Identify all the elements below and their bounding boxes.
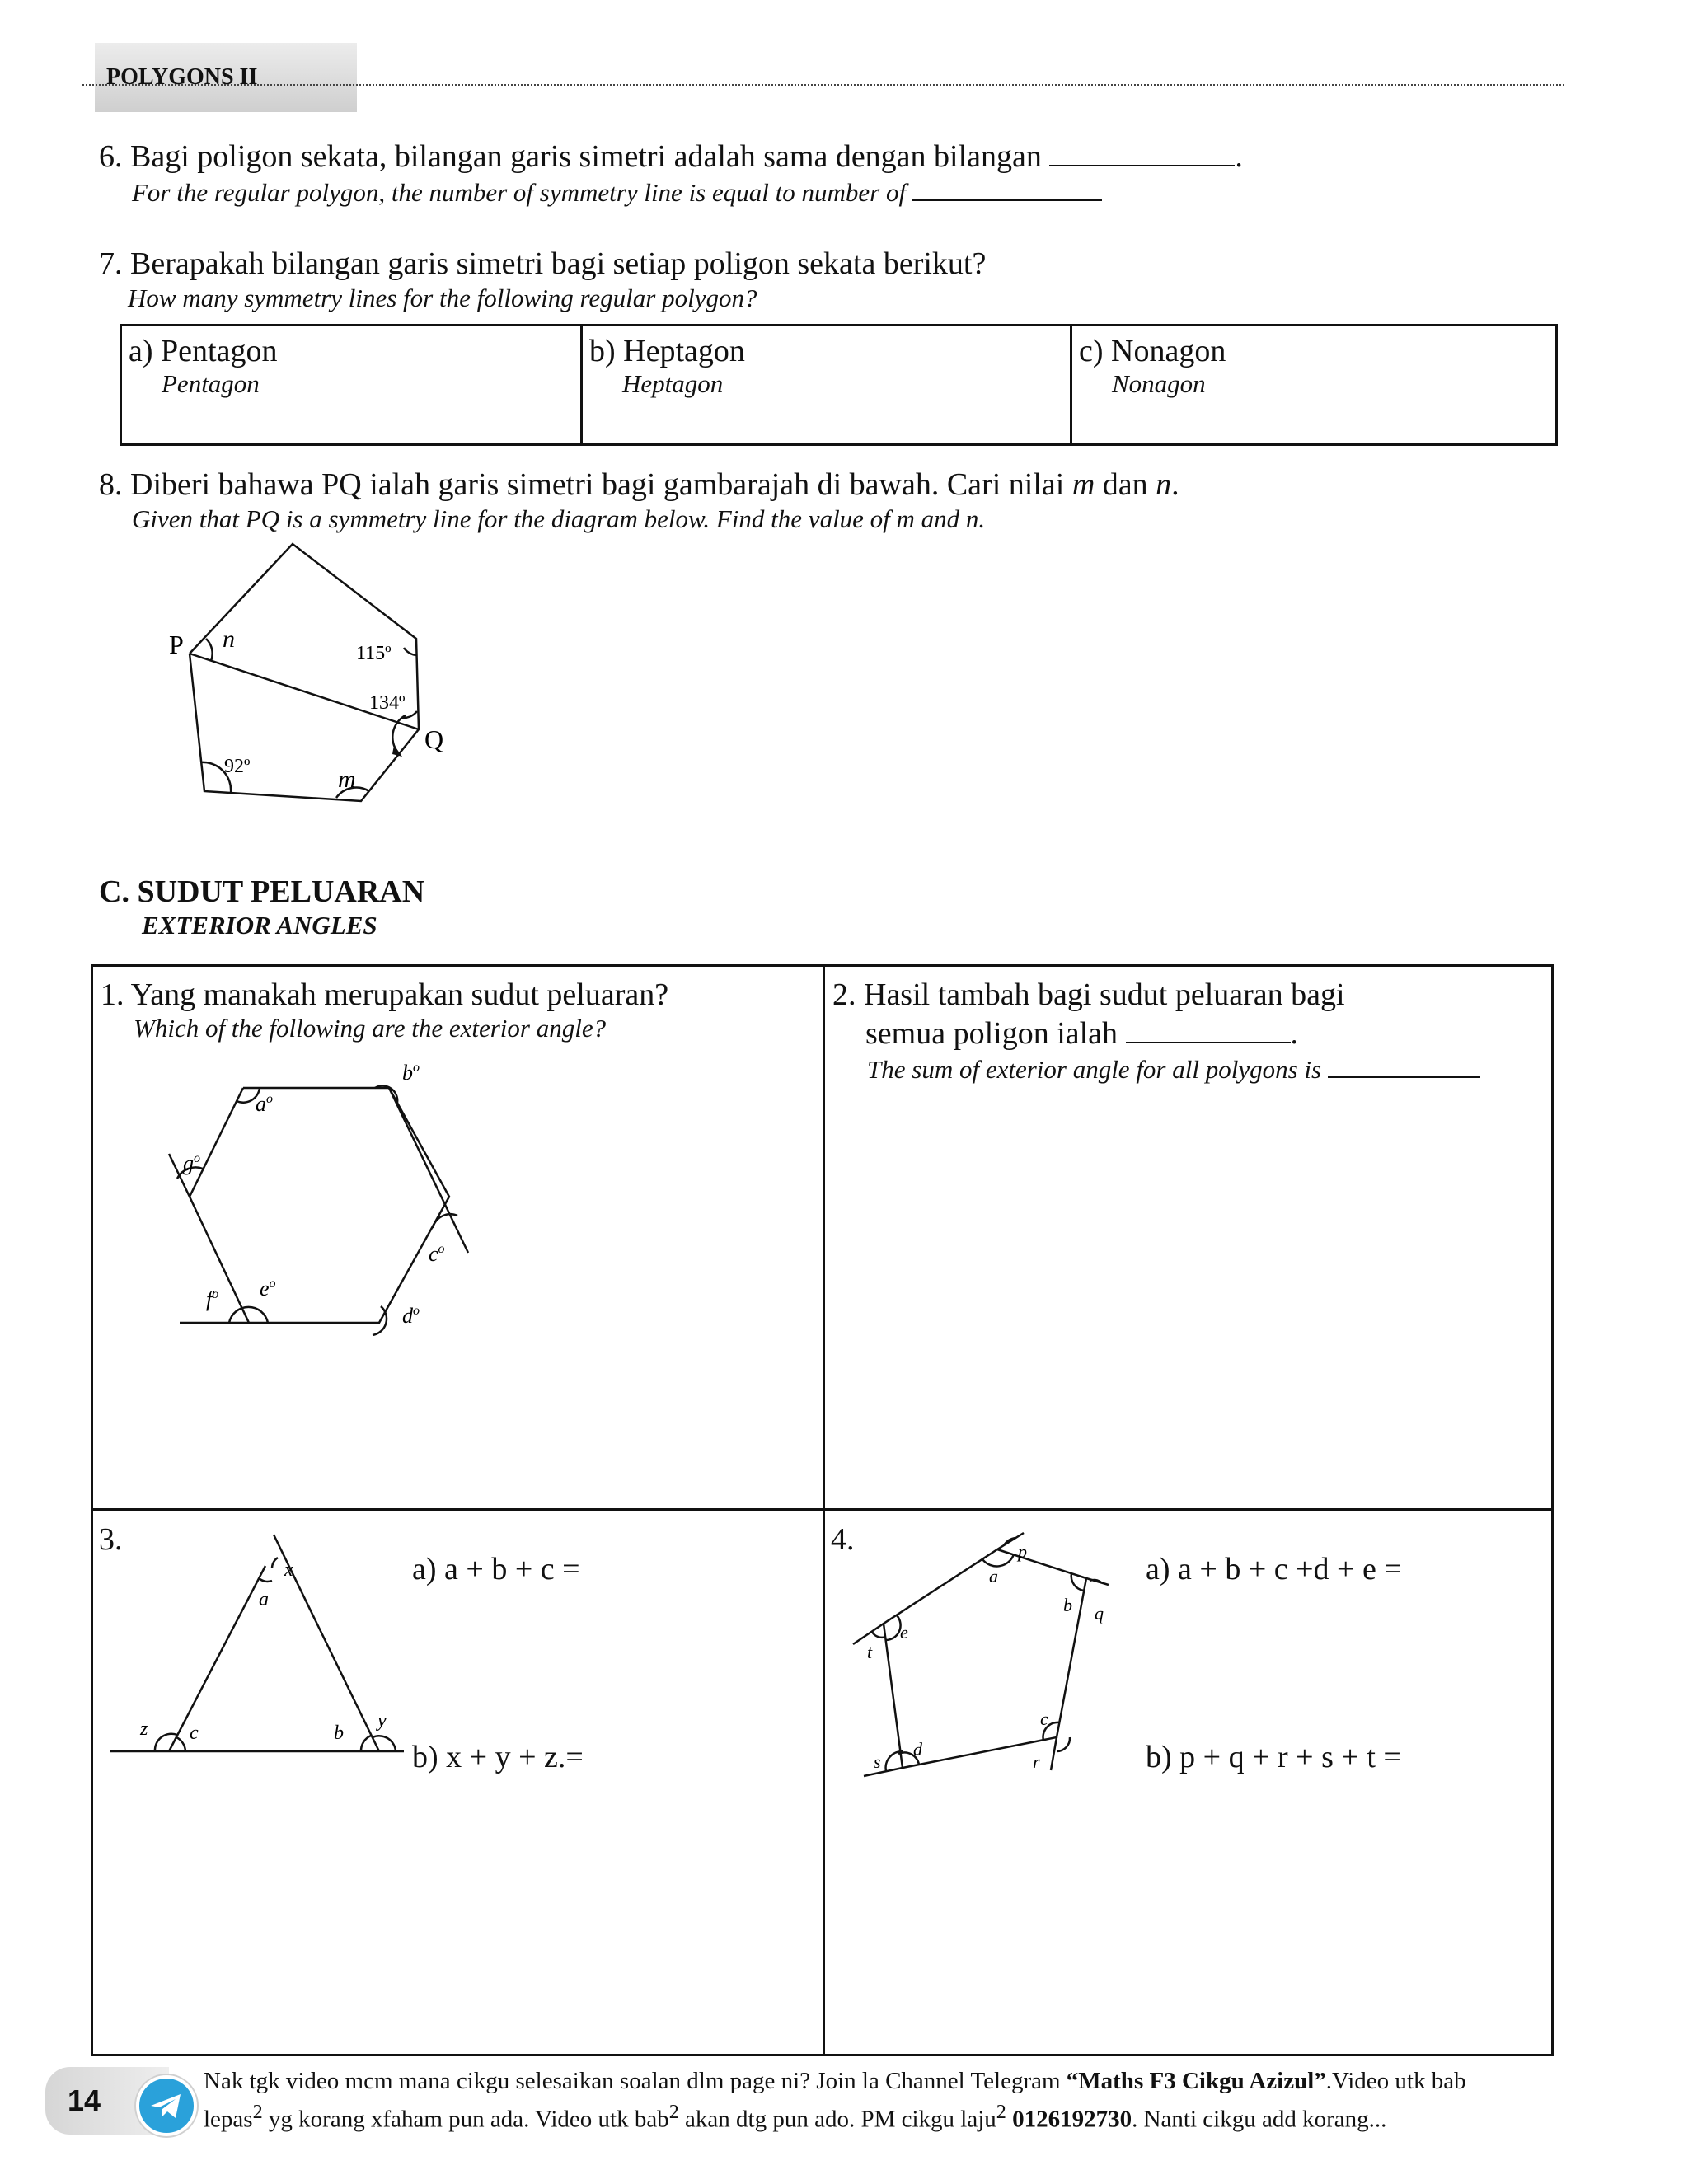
- label-y: y: [377, 1710, 387, 1732]
- q7-cell-sublabel: Nonagon: [1112, 369, 1206, 398]
- angle-arc-115: [404, 648, 417, 655]
- q6-answer-blank[interactable]: [1049, 142, 1235, 166]
- footer-line2: yg korang xfaham pun ada. Video utk bab: [262, 2106, 669, 2133]
- q6-sub-blank: [912, 176, 1102, 201]
- label-r: r: [1033, 1751, 1040, 1772]
- arc-pent-e: [885, 1615, 901, 1640]
- label-p: p: [1018, 1541, 1027, 1562]
- hexagon-outline: [190, 1088, 449, 1323]
- label-115: 115º: [356, 643, 392, 664]
- label-b: $b^o$: [402, 1063, 420, 1085]
- c3-number: 3.: [99, 1522, 123, 1557]
- footer-sup: 2: [252, 2101, 263, 2123]
- q7-cell-heptagon[interactable]: [582, 326, 1071, 445]
- label-t: t: [867, 1642, 873, 1662]
- arc-tri-a: [259, 1578, 272, 1582]
- pentagon-outline: [884, 1549, 1086, 1768]
- footer-line1-end: .Video utk bab: [1325, 2068, 1466, 2094]
- arc-tri-b: [361, 1736, 371, 1751]
- c3-formula-b: b) x + y + z.=: [412, 1740, 584, 1774]
- footer-line1: Nak tgk video mcm mana cikgu selesaikan soalan dlm page ni? Join la Channel Telegram: [204, 2068, 1067, 2094]
- c2-sub-blank: [1328, 1053, 1480, 1078]
- label-n: n: [223, 626, 235, 653]
- q6-translation: [132, 176, 1102, 208]
- label-a: a: [989, 1566, 998, 1586]
- q8-text: [99, 466, 1179, 503]
- label-c: c: [1040, 1708, 1048, 1729]
- footer-sup: 2: [996, 2101, 1006, 2123]
- label-b: b: [334, 1722, 344, 1744]
- page-number: 14: [68, 2083, 101, 2117]
- label-p: P: [169, 630, 184, 659]
- chapter-tab: [95, 43, 357, 112]
- q7-cell-label: a) Pentagon: [129, 334, 278, 368]
- section-c-title: C. SUDUT PELUARAN: [99, 874, 425, 909]
- label-92: 92º: [224, 756, 251, 777]
- q6-text: [99, 138, 1243, 175]
- q7-cell-sublabel: Heptagon: [622, 369, 724, 398]
- c1-question: 1. Yang manakah merupakan sudut peluaran?: [101, 977, 669, 1012]
- telegram-icon[interactable]: [136, 2075, 197, 2136]
- c2-period: .: [1290, 1016, 1299, 1051]
- label-f: $f^o$: [206, 1287, 219, 1311]
- section-c-subtitle: EXTERIOR ANGLES: [142, 911, 377, 940]
- q8-polygon-diagram: [157, 536, 486, 816]
- telegram-channel-name[interactable]: “Maths F3 Cikgu Azizul”: [1066, 2068, 1326, 2094]
- q7-translation: How many symmetry lines for the following regular polygon?: [128, 284, 757, 312]
- q8-var-m: m: [1071, 467, 1095, 502]
- label-a: a: [259, 1589, 269, 1610]
- q7-text: 7. Berapakah bilangan garis simetri bagi setiap poligon sekata berikut?: [99, 246, 987, 281]
- grid-horizontal-divider: [91, 1508, 1554, 1511]
- label-q: Q: [424, 724, 444, 754]
- label-a: $a^o$: [256, 1092, 273, 1116]
- q6-period: .: [1235, 139, 1243, 174]
- angle-arc-n: [206, 639, 213, 661]
- footer-line2: lepas: [204, 2106, 253, 2133]
- footer-line2-end: . Nanti cikgu add korang...: [1132, 2106, 1387, 2133]
- q6-sub: For the regular polygon, the number of symmetry line is equal to number of: [132, 178, 907, 207]
- triangle-left-side: [169, 1566, 265, 1751]
- q8-period: .: [1171, 467, 1179, 502]
- label-z: z: [140, 1718, 148, 1740]
- label-d: d: [913, 1739, 922, 1760]
- footer-line2: akan dtg pun ado. PM cikgu laju: [678, 2106, 996, 2133]
- symmetry-line-pq: [190, 654, 419, 729]
- label-c: c: [190, 1722, 199, 1744]
- q7-cell-label: b) Heptagon: [589, 334, 745, 368]
- q8-translation: Given that PQ is a symmetry line for the diagram below. Find the value of m and n.: [132, 504, 986, 533]
- q7-cell-nonagon[interactable]: [1071, 326, 1557, 445]
- arc-pent-r: [1057, 1737, 1070, 1751]
- contact-phone[interactable]: 0126192730: [1006, 2106, 1132, 2133]
- label-g: $g^o$: [183, 1151, 200, 1175]
- label-e: e: [900, 1622, 908, 1643]
- footer-message: [204, 2065, 1555, 2135]
- q7-cell-pentagon[interactable]: [121, 326, 582, 445]
- label-c: $c^o$: [429, 1242, 445, 1266]
- q6-main: 6. Bagi poligon sekata, bilangan garis simetri adalah sama dengan bilangan: [99, 139, 1042, 174]
- label-d: $d^o$: [402, 1304, 420, 1328]
- c4-formula-a: a) a + b + c +d + e =: [1146, 1552, 1402, 1586]
- label-x: x: [284, 1559, 293, 1581]
- c2-main2: semua poligon ialah: [865, 1016, 1118, 1051]
- c3-formula-a: a) a + b + c =: [412, 1552, 580, 1586]
- header-divider: [82, 84, 1564, 86]
- q7-cell-sublabel: Pentagon: [162, 369, 260, 398]
- label-m: m: [338, 766, 356, 793]
- c2-sub: The sum of exterior angle for all polygons is: [867, 1055, 1322, 1084]
- q7-table: [120, 324, 1558, 446]
- q8-conj: dan: [1095, 467, 1156, 502]
- hexagon-exterior-diagram: [165, 1063, 478, 1343]
- c1-translation: Which of the following are the exterior angle?: [134, 1014, 607, 1043]
- q8-main: 8. Diberi bahawa PQ ialah garis simetri bagi gambarajah di bawah. Cari nilai: [99, 467, 1072, 502]
- arc-tri-c: [176, 1737, 185, 1751]
- ext-line-c: [389, 1088, 468, 1253]
- footer-sup: 2: [668, 2101, 679, 2123]
- label-b: b: [1063, 1595, 1072, 1615]
- telegram-plane-icon: [139, 2079, 194, 2133]
- ext-line-r: [1051, 1737, 1057, 1770]
- triangle-exterior-diagram: [103, 1525, 416, 1772]
- q7-cell-label: c) Nonagon: [1079, 334, 1226, 368]
- chapter-title: POLYGONS II: [106, 64, 258, 90]
- c2-question-line1: 2. Hasil tambah bagi sudut peluaran bagi: [832, 977, 1345, 1012]
- arc-tri-x: [272, 1558, 278, 1568]
- c2-translation: [867, 1053, 1480, 1085]
- pentagon-exterior-diagram: [849, 1525, 1162, 1797]
- label-e: $e^o$: [260, 1277, 276, 1301]
- c4-formula-b: b) p + q + r + s + t =: [1146, 1740, 1401, 1774]
- q8-var-n: n: [1156, 467, 1172, 502]
- label-134: 134º: [369, 692, 406, 714]
- c2-question-line2: [865, 1015, 1298, 1052]
- ext-line-s: [864, 1768, 903, 1776]
- c2-answer-blank[interactable]: [1126, 1019, 1291, 1043]
- c4-number: 4.: [831, 1522, 855, 1557]
- label-q: q: [1095, 1603, 1104, 1624]
- label-s: s: [874, 1751, 881, 1772]
